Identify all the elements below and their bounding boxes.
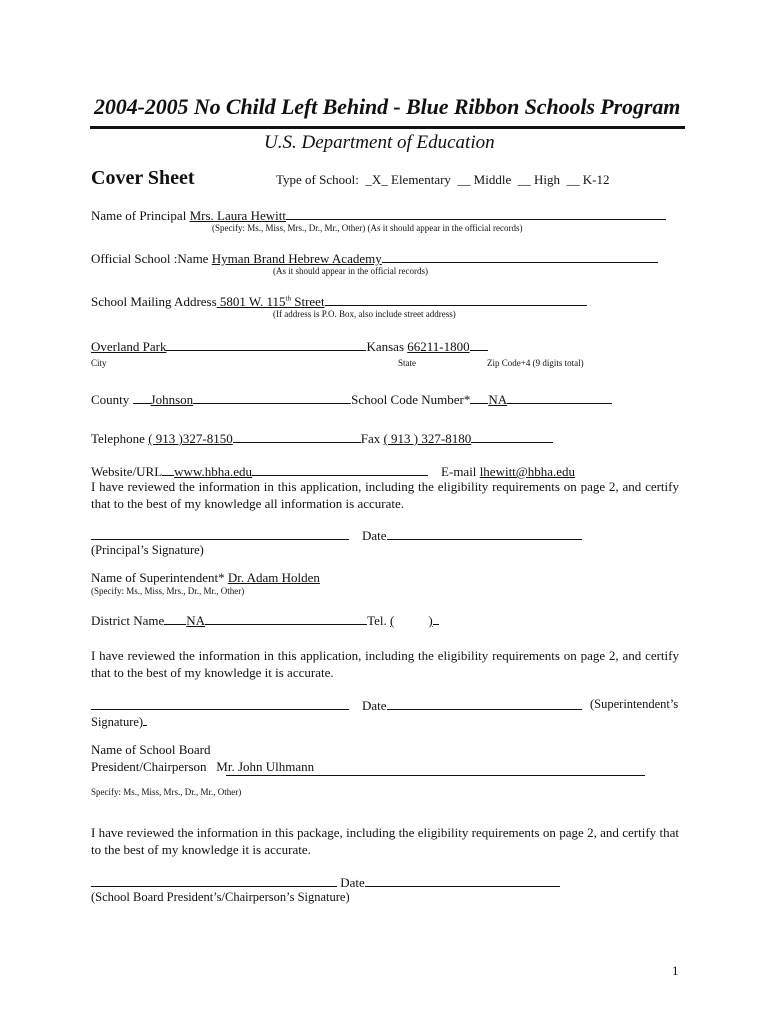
county-row (91, 390, 612, 408)
superintendent-name: Dr. Adam Holden (227, 570, 320, 585)
web-row (91, 462, 575, 480)
state-caption: State (398, 358, 416, 368)
board-signature-caption: (School Board President’s/Chairperson’s Signature) (91, 890, 350, 904)
school-name-value: Hyman Brand Hebrew Academy (211, 251, 382, 266)
school-code-label: School Code Number* (351, 392, 471, 407)
city-value: Overland Park (91, 339, 167, 354)
title-rule (90, 126, 685, 129)
principal-label: Name of Principal (91, 208, 187, 223)
website-value: www.hbha.edu (174, 464, 253, 479)
principal-date-label: Date (362, 528, 387, 543)
school-name-row (91, 249, 658, 267)
city-caption: City (91, 358, 107, 368)
district-label: District Name (91, 613, 165, 628)
board-signature-line[interactable] (91, 873, 337, 887)
district-tel-label: Tel. (367, 613, 387, 628)
mailing-street: Street (290, 294, 325, 309)
superintendent-caption-b-line (143, 712, 147, 726)
middle-option: Middle (473, 172, 512, 187)
certify-superintendent-paragraph: I have reviewed the information in this application, including the eligibility requirements on page 2, and certify that to the best of my knowledge it is accurate. (91, 648, 679, 680)
principal-signature-line[interactable] (91, 526, 349, 540)
district-pre-line (164, 611, 186, 625)
fax-label: Fax (360, 431, 381, 446)
superintendent-hint: (Specify: Ms., Miss, Mrs., Dr., Mr., Other) (91, 586, 245, 596)
email-value: lhewitt@hbha.edu (479, 464, 576, 479)
elementary-option: Elementary (391, 172, 451, 187)
school-code-line (507, 390, 612, 404)
board-hint: Specify: Ms., Miss, Mrs., Dr., Mr., Other) (91, 787, 242, 797)
city-line (166, 337, 366, 351)
county-label: County (91, 392, 130, 407)
superintendent-date-label: Date (362, 698, 387, 713)
county-line (193, 390, 351, 404)
school-name-line (382, 249, 658, 263)
district-row (91, 611, 439, 629)
cover-sheet-heading: Cover Sheet (91, 167, 195, 189)
website-line (252, 462, 428, 476)
mailing-value (217, 294, 325, 309)
zip-value: 66211-1800 (407, 339, 470, 354)
document-title: 2004-2005 No Child Left Behind - Blue Ribbon Schools Program (94, 94, 681, 119)
mailing-hint: (If address is P.O. Box, also include street address) (273, 309, 456, 319)
zip-line (470, 337, 488, 351)
board-name-line (226, 775, 645, 776)
superintendent-caption-b-text: Signature) (91, 715, 144, 729)
board-date-line[interactable] (365, 873, 560, 887)
mailing-sup: th (285, 294, 291, 303)
county-value: Johnson (150, 392, 194, 407)
district-tel-open: ( (390, 613, 395, 628)
zip-caption: Zip Code+4 (9 digits total) (487, 358, 584, 368)
certify-board-paragraph: I have reviewed the information in this package, including the eligibility requirements on page 2, and certify that to the best of my knowledge it is accurate. (91, 825, 679, 857)
board-row (91, 759, 314, 775)
district-value: NA (186, 613, 206, 628)
fax-value: ( 913 ) 327-8180 (383, 431, 472, 446)
principal-signature-caption: (Principal’s Signature) (91, 543, 204, 557)
telephone-label: Telephone (91, 431, 145, 446)
school-name-hint: (As it should appear in the official records) (273, 266, 429, 276)
county-pre-line (133, 390, 151, 404)
board-label-line1: Name of School Board (91, 742, 211, 757)
principal-hint: (Specify: Ms., Miss, Mrs., Dr., Mr., Other) (As it should appear in the official records) (212, 223, 523, 233)
page-number: 1 (672, 963, 679, 978)
principal-signature-row (91, 526, 582, 544)
email-label: E-mail (441, 464, 477, 479)
superintendent-signature-line[interactable] (91, 696, 349, 710)
mailing-street-number: 5801 W. 115 (219, 294, 286, 309)
superintendent-row (91, 570, 320, 586)
school-name-label: Official School :Name (91, 251, 209, 266)
phone-row (91, 429, 553, 447)
principal-row (91, 206, 666, 224)
state-value: Kansas (366, 339, 404, 354)
superintendent-signature-row (91, 696, 582, 714)
school-type-label: Type of School: (276, 172, 359, 187)
superintendent-caption-b (91, 712, 147, 730)
superintendent-caption-a: (Superintendent’s (590, 697, 679, 711)
board-name: Mr. John Ulhmann (216, 759, 315, 774)
website-label: Website/URL (91, 464, 163, 479)
school-code-pre-line (470, 390, 488, 404)
district-line (205, 611, 367, 625)
principal-date-line[interactable] (387, 526, 582, 540)
fax-line (471, 429, 553, 443)
certify-all-paragraph: I have reviewed the information in this application, including the eligibility requirements on page 2, and certify that to the best of my knowledge all information is accurate. (91, 479, 679, 511)
principal-line (286, 206, 666, 220)
website-pre-line (162, 462, 174, 476)
school-type-row: Type of School: _X_ Elementary __ Middle __ High __ K-12 (276, 172, 610, 187)
department-subtitle: U.S. Department of Education (264, 132, 495, 153)
high-option: High (533, 172, 560, 187)
school-code-value: NA (488, 392, 508, 407)
superintendent-label: Name of Superintendent* (91, 570, 225, 585)
city-row (91, 337, 488, 355)
mailing-label: School Mailing Address (91, 294, 217, 309)
principal-name: Mrs. Laura Hewitt (189, 208, 286, 223)
k12-option: K-12 (582, 172, 610, 187)
mailing-row (91, 292, 587, 310)
telephone-value: ( 913 )327-8150 (148, 431, 233, 446)
district-tel-close: ) (428, 613, 433, 628)
board-signature-row (91, 873, 560, 891)
telephone-line (233, 429, 361, 443)
board-label-line2: President/Chairperson (91, 759, 207, 774)
board-date-label: Date (340, 875, 365, 890)
mailing-line (325, 292, 587, 306)
elementary-mark: X (371, 172, 382, 187)
district-tel-line (433, 611, 439, 625)
superintendent-date-line[interactable] (387, 696, 582, 710)
district-tel-field[interactable] (390, 613, 433, 628)
